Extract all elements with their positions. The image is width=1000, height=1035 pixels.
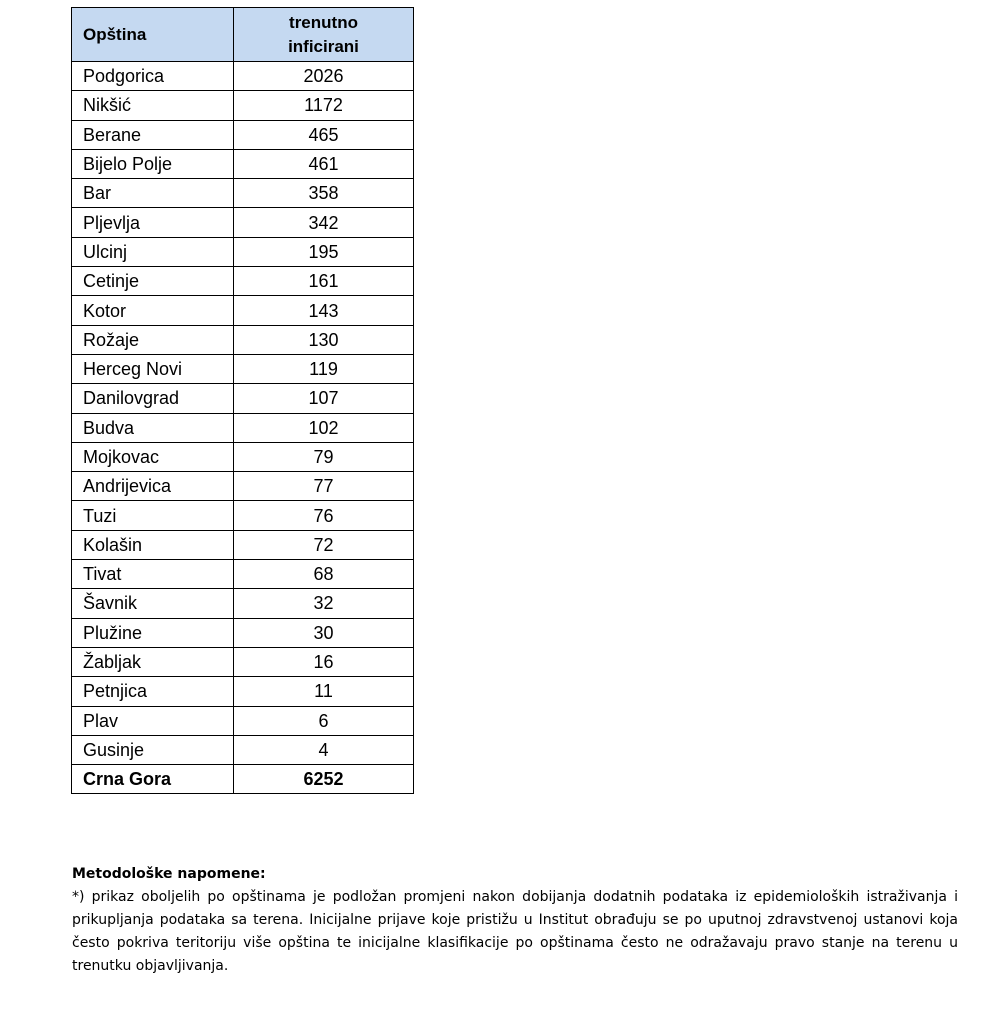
municipality-name: Berane	[72, 120, 234, 149]
municipality-name: Rožaje	[72, 325, 234, 354]
table-row	[72, 179, 414, 208]
table-row	[72, 735, 414, 764]
table-row	[72, 501, 414, 530]
infected-by-municipality-table	[71, 7, 414, 794]
infected-count: 119	[234, 354, 414, 383]
municipality-name: Kolašin	[72, 530, 234, 559]
header-currently-infected	[234, 8, 414, 62]
table-row	[72, 237, 414, 266]
infected-count: 461	[234, 149, 414, 178]
municipality-name: Plužine	[72, 618, 234, 647]
header-infected-line1: trenutno	[289, 12, 358, 32]
municipality-name: Tuzi	[72, 501, 234, 530]
infected-count: 6	[234, 706, 414, 735]
infected-count: 161	[234, 267, 414, 296]
infected-count: 358	[234, 179, 414, 208]
municipality-name: Danilovgrad	[72, 384, 234, 413]
table-row	[72, 530, 414, 559]
infected-count: 195	[234, 237, 414, 266]
total-label: Crna Gora	[72, 765, 234, 794]
table-row	[72, 149, 414, 178]
table-row	[72, 472, 414, 501]
table-row	[72, 296, 414, 325]
table-row	[72, 208, 414, 237]
infected-count: 102	[234, 413, 414, 442]
infected-count: 143	[234, 296, 414, 325]
table-row	[72, 413, 414, 442]
municipality-name: Herceg Novi	[72, 354, 234, 383]
header-infected-line2: inficirani	[288, 36, 359, 56]
infected-count: 79	[234, 442, 414, 471]
infected-count: 30	[234, 618, 414, 647]
notes-body: *) prikaz oboljelih po opštinama je podložan promjeni nakon dobijanja dodatnih podataka iz epidemioloških istraživanja i prikupljanja podataka sa terena. Inicijalne prijave koje pristižu u Institut obrađuju se po uputnoj zdravstvenoj ustanovi koja često pokriva teritoriju više opština te inicijalne klasifikacije po opštinama često ne odražavaju pravo stanje na terenu u trenutku objavljivanja.	[72, 889, 958, 974]
infected-count: 16	[234, 647, 414, 676]
municipality-name: Andrijevica	[72, 472, 234, 501]
infected-count: 1172	[234, 91, 414, 120]
infected-count: 32	[234, 589, 414, 618]
municipality-name: Tivat	[72, 560, 234, 589]
table-row	[72, 120, 414, 149]
infected-count: 2026	[234, 62, 414, 91]
table-row	[72, 267, 414, 296]
table-body	[72, 62, 414, 794]
municipality-name: Budva	[72, 413, 234, 442]
municipality-name: Mojkovac	[72, 442, 234, 471]
notes-title: Metodološke napomene:	[72, 866, 266, 882]
municipality-name: Plav	[72, 706, 234, 735]
total-count: 6252	[234, 765, 414, 794]
table-row	[72, 62, 414, 91]
municipality-name: Ulcinj	[72, 237, 234, 266]
table-total-row	[72, 765, 414, 794]
infected-count: 68	[234, 560, 414, 589]
table-row	[72, 442, 414, 471]
municipality-name: Kotor	[72, 296, 234, 325]
municipality-name: Petnjica	[72, 677, 234, 706]
municipality-name: Šavnik	[72, 589, 234, 618]
table-row	[72, 354, 414, 383]
table-row	[72, 560, 414, 589]
municipality-name: Žabljak	[72, 647, 234, 676]
table-row	[72, 618, 414, 647]
table-header-row	[72, 8, 414, 62]
municipality-name: Pljevlja	[72, 208, 234, 237]
infected-count: 76	[234, 501, 414, 530]
municipality-name: Cetinje	[72, 267, 234, 296]
header-municipality: Opština	[72, 8, 234, 62]
municipality-name: Podgorica	[72, 62, 234, 91]
table-row	[72, 325, 414, 354]
municipality-name: Gusinje	[72, 735, 234, 764]
infected-count: 342	[234, 208, 414, 237]
table-row	[72, 706, 414, 735]
municipality-name: Bar	[72, 179, 234, 208]
methodology-notes	[72, 863, 958, 978]
table-row	[72, 677, 414, 706]
table-row	[72, 384, 414, 413]
infected-count: 465	[234, 120, 414, 149]
table-row	[72, 589, 414, 618]
municipality-name: Bijelo Polje	[72, 149, 234, 178]
table-row	[72, 647, 414, 676]
infected-count: 72	[234, 530, 414, 559]
infected-count: 4	[234, 735, 414, 764]
infected-count: 107	[234, 384, 414, 413]
table-row	[72, 91, 414, 120]
infected-count: 11	[234, 677, 414, 706]
municipality-name: Nikšić	[72, 91, 234, 120]
infected-count: 130	[234, 325, 414, 354]
infected-count: 77	[234, 472, 414, 501]
